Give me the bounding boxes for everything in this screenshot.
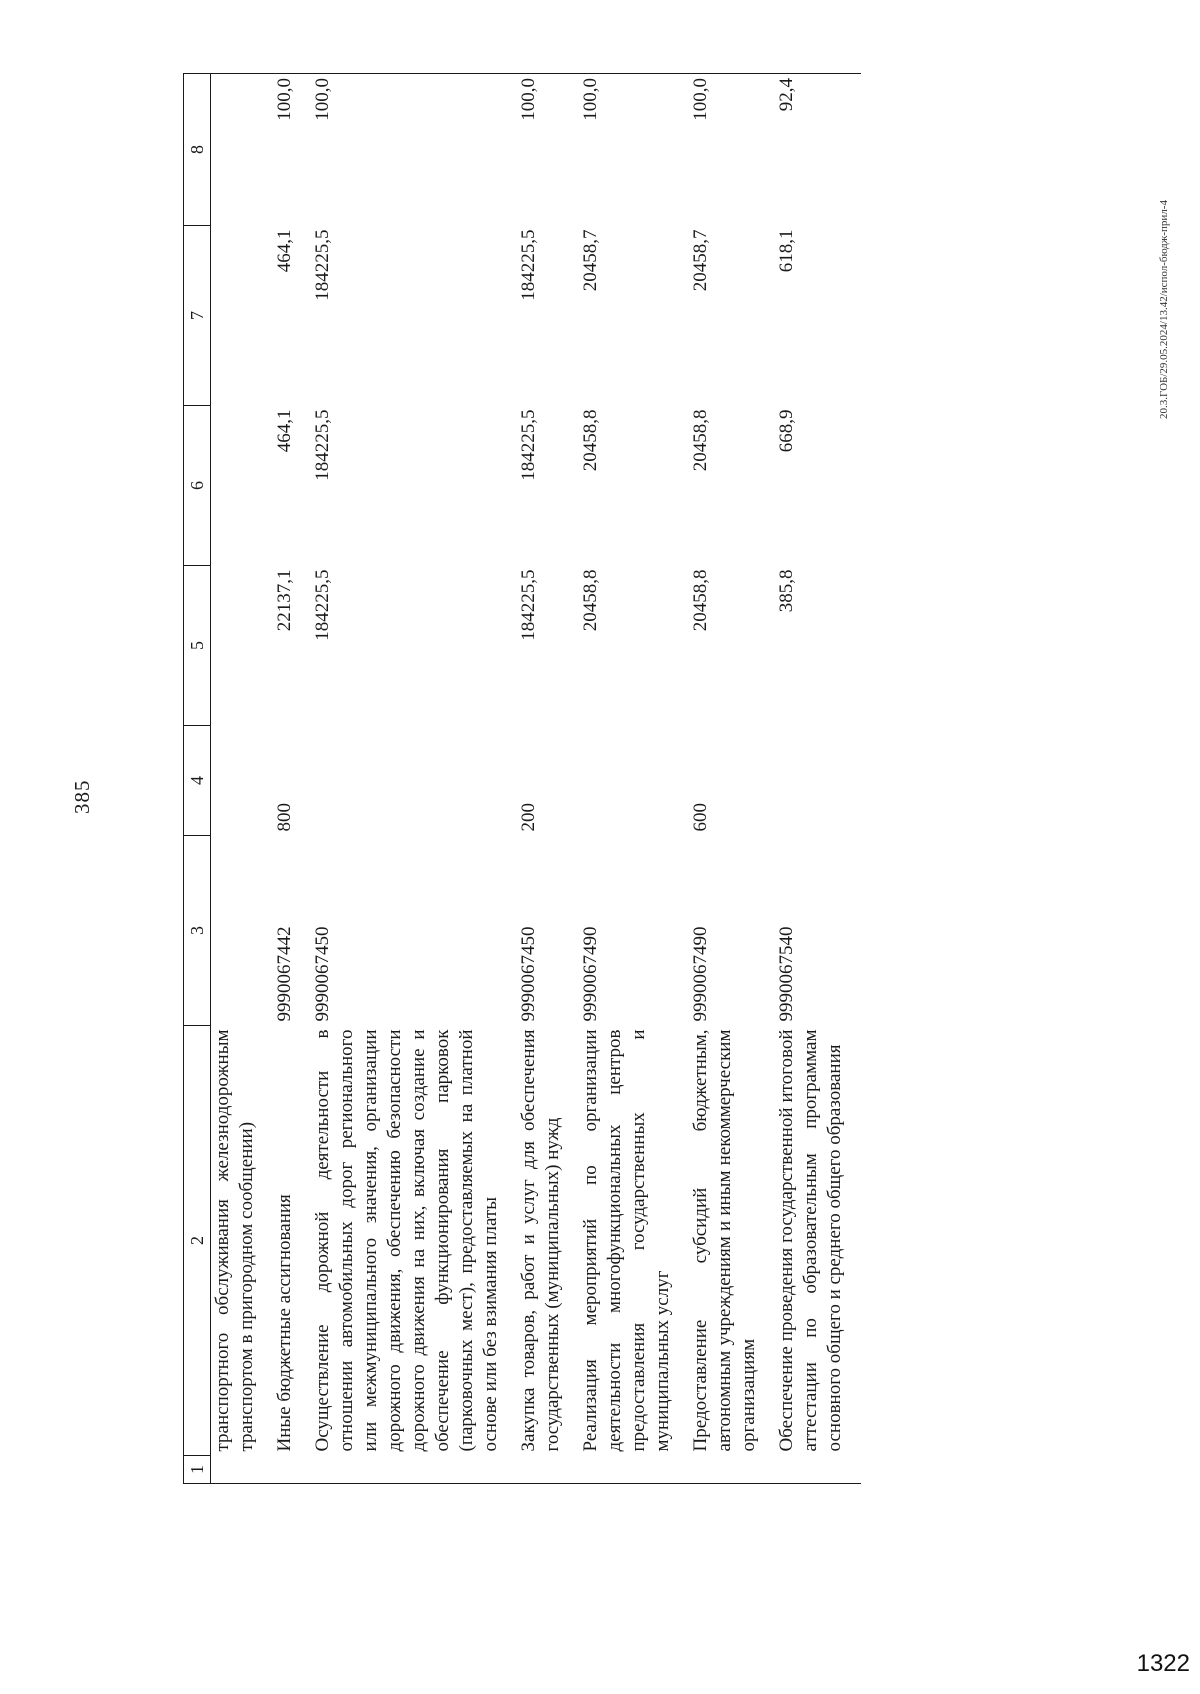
execution-percent-cell [211,74,274,226]
expense-kind-cell [579,726,689,836]
table-row [211,74,274,1484]
page-number: 385 [70,779,94,814]
execution-percent-cell: 100,0 [273,74,311,226]
adjusted-amount-cell: 184225,5 [518,409,539,481]
target-code-cell: 9990067540 [776,926,797,1022]
executed-amount-cell: 184225,5 [518,229,539,301]
row-number-cell [517,1456,579,1484]
target-code-cell: 9990067490 [690,926,711,1022]
target-code-cell: 9990067450 [312,926,333,1022]
adjusted-amount-cell: 184225,5 [312,409,333,481]
expense-kind-cell [211,726,274,836]
plan-amount-cell: 385,8 [776,569,797,613]
adjusted-amount-cell: 20458,8 [580,409,601,472]
column-header: 3 [184,836,211,1026]
table-row [579,74,689,1484]
column-header: 1 [184,1456,211,1484]
column-header: 8 [184,74,211,226]
description-cell: Обеспечение проведения государственной итоговой аттестации по образовательным программам основного общего и среднего общего образования [776,1029,845,1452]
expense-kind-cell: 200 [518,803,539,832]
column-header: 4 [184,726,211,836]
table-row [775,74,861,1484]
executed-amount-cell: 20458,7 [580,229,601,292]
plan-amount-cell: 22137,1 [274,569,295,632]
expense-kind-cell [775,726,861,836]
row-number-cell [311,1456,517,1484]
row-number-cell [211,1456,274,1484]
table-row [273,74,311,1484]
row-number-cell [775,1456,861,1484]
footer-stamp: 20.3.ГОБ/29.05.2024/13.42/испол-бюдж-прил-4 [1158,200,1170,419]
description-cell: Предоставление субсидий бюджетным, автономным учреждениям и иным некоммерческим организациям [690,1029,759,1452]
description-cell: Осуществление дорожной деятельности в отношении автомобильных дорог регионального или межмуниципального значения, организации дорожного движения, обеспечению безопасности дорожного движения на них, включая создание и обеспечение функционирования парковок (парковочных мест), предоставляемых на платной основе или без взимания платы [312,1029,501,1452]
column-header: 2 [184,1026,211,1456]
adjusted-amount-cell: 464,1 [274,409,295,453]
table-row [517,74,579,1484]
expense-kind-cell: 600 [690,803,711,832]
plan-amount-cell: 20458,8 [690,569,711,632]
execution-percent-cell: 100,0 [517,74,579,226]
executed-amount-cell: 618,1 [776,229,797,273]
description-cell: Иные бюджетные ассигнования [274,1194,295,1452]
target-code-cell: 9990067490 [580,926,601,1022]
sheet-number: 1322 [1136,1650,1190,1677]
adjusted-amount-cell [211,406,274,566]
target-code-cell [211,836,274,1026]
table-header [184,74,211,1484]
row-number-cell [273,1456,311,1484]
executed-amount-cell [211,226,274,406]
expense-kind-cell [311,726,517,836]
description-cell: транспортного обслуживания железнодорожным транспортом в пригородном сообщении) [212,1029,257,1452]
column-header: 7 [184,226,211,406]
adjusted-amount-cell: 20458,8 [690,409,711,472]
table-body [211,74,862,1484]
execution-percent-cell: 100,0 [689,74,775,226]
table-row [311,74,517,1484]
executed-amount-cell: 464,1 [274,229,295,273]
column-header: 5 [184,566,211,726]
executed-amount-cell: 20458,7 [690,229,711,292]
plan-amount-cell [211,566,274,726]
plan-amount-cell: 20458,8 [580,569,601,632]
row-number-cell [579,1456,689,1484]
column-header: 6 [184,406,211,566]
executed-amount-cell: 184225,5 [312,229,333,301]
adjusted-amount-cell: 668,9 [776,409,797,453]
execution-percent-cell: 100,0 [579,74,689,226]
target-code-cell: 9990067450 [518,926,539,1022]
execution-percent-cell: 92,4 [775,74,861,226]
table-row [689,74,775,1484]
target-code-cell: 9990067442 [274,926,295,1022]
description-cell: Реализация мероприятий по организации деятельности многофункциональных центров предоставления государственных и муниципальных услуг [580,1029,673,1452]
description-cell: Закупка товаров, работ и услуг для обеспечения государственных (муниципальных) нужд [518,1029,563,1452]
budget-table [183,73,861,1484]
plan-amount-cell: 184225,5 [312,569,333,641]
execution-percent-cell: 100,0 [311,74,517,226]
row-number-cell [689,1456,775,1484]
plan-amount-cell: 184225,5 [518,569,539,641]
expense-kind-cell: 800 [274,803,295,832]
